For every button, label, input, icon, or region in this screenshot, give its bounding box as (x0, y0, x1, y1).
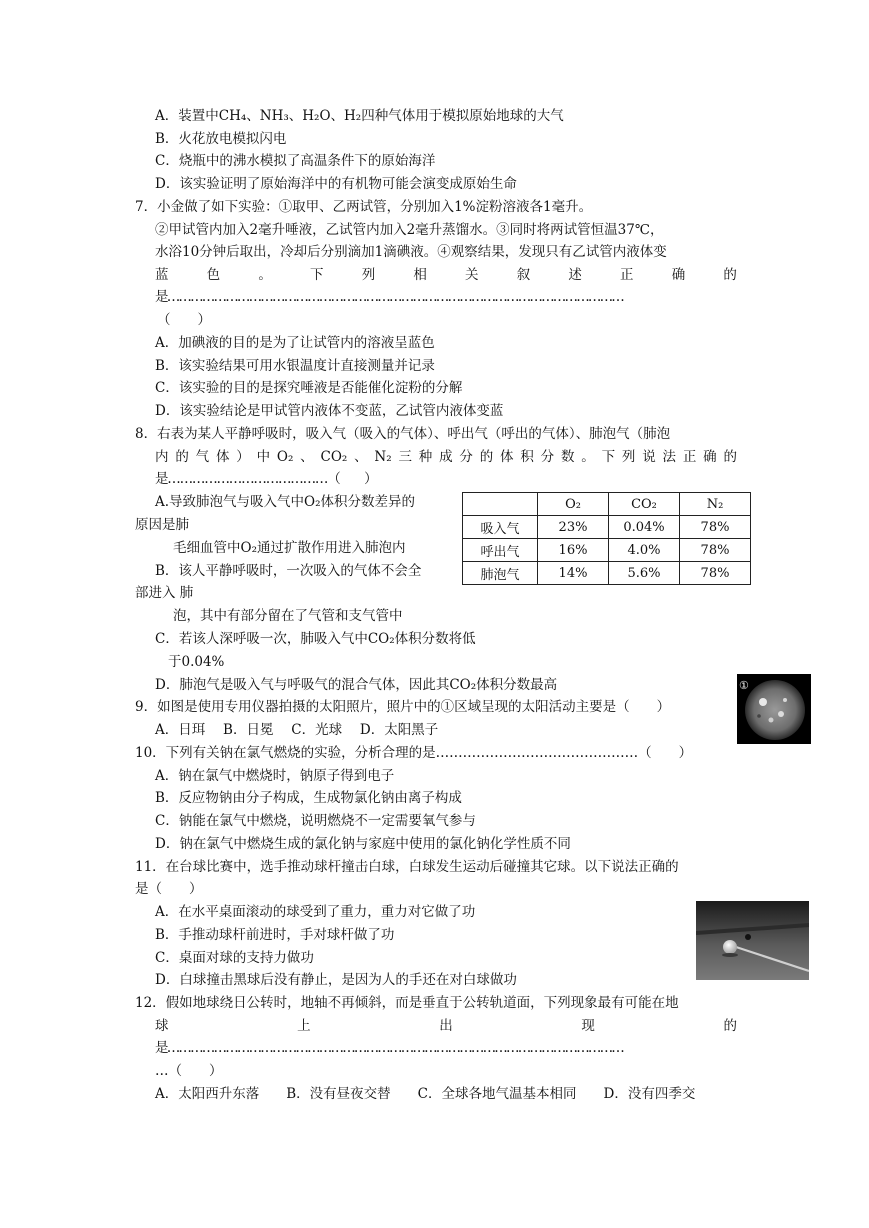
table-row (463, 516, 751, 539)
q7-word: 述 (568, 267, 582, 283)
gas-volume-table (462, 492, 751, 585)
table-header-cell (463, 493, 538, 516)
q12-word: 现 (581, 1018, 595, 1034)
table-cell: 呼出气 (463, 539, 538, 562)
q12-answer-blank: …（ ） (155, 1063, 223, 1079)
q7-word: 相 (413, 267, 427, 283)
q7-word: 。 (258, 267, 272, 283)
table-cell: 4.0% (609, 539, 680, 562)
q8-stem-line1: 8．右表为某人平静呼吸时，吸入气（吸入的气体）、呼出气（呼出的气体）、肺泡气（肺泡 (135, 426, 671, 442)
q8-stem-line3: 是…………………………………（ ） (155, 471, 377, 487)
table-row (463, 539, 751, 562)
q8-word: 种 (418, 449, 433, 465)
q8-word: 法 (662, 449, 677, 465)
q7-stem-line1: 7．小金做了如下实验：①取甲、乙两试管，分别加入1%淀粉溶液各1毫升。 (135, 199, 593, 215)
q12-stem-line1: 12．假如地球绕日公转时，地轴不再倾斜，而是垂直于公转轨道面，下列现象最有可能在地 (135, 995, 679, 1011)
q7-word: 确 (671, 267, 686, 283)
billiards-photo (696, 901, 809, 980)
q8-option-a-line2: 原因是肺 (135, 517, 189, 533)
q7-option-a: A．加碘液的目的是为了让试管内的溶液呈蓝色 (155, 335, 435, 351)
q7-word: 蓝 (155, 267, 169, 283)
table-header-cell: CO₂ (609, 493, 680, 516)
q6-option-d: D．该实验证明了原始海洋中的有机物可能会演变成原始生命 (155, 176, 517, 192)
q7-word: 的 (723, 267, 737, 283)
q8-option-b-line2: 部进入 肺 (135, 585, 194, 601)
q12-stem-line3: 是……………………………………………………………………………………………………… (155, 1040, 624, 1056)
q11-stem-line1: 11．在台球比赛中，选手推动球杆撞击白球，白球发生运动后碰撞其它球。以下说法正确的 (135, 859, 679, 875)
q8-word: 成 (439, 449, 453, 465)
q11-option-d: D．白球撞击黑球后没有静止，是因为人的手还在对白球做功 (155, 972, 517, 988)
q8-word: 中 (256, 449, 271, 465)
billiards-icon (696, 901, 809, 980)
q7-word: 叙 (516, 267, 531, 283)
q8-word: 气 (195, 449, 210, 465)
q7-word: 关 (465, 267, 479, 283)
q10-stem: 10．下列有关钠在氯气燃烧的实验，分析合理的是………………………………………（ ） (135, 745, 693, 761)
q8-word: 三 (398, 449, 412, 465)
q8-option-d: D．肺泡气是吸入气与呼吸气的混合气体，因此其CO₂体积分数最高 (155, 677, 558, 693)
q8-word: 说 (642, 449, 656, 465)
q12-word: 出 (439, 1018, 453, 1034)
table-header-cell: N₂ (680, 493, 751, 516)
q7-option-b: B．该实验结果可用水银温度计直接测量并记录 (155, 358, 435, 374)
q6-option-b: B．火花放电模拟闪电 (155, 131, 287, 147)
q12-word: 球 (155, 1018, 169, 1034)
q7-stem-line5: 是……………………………………………………………………………………………………… (155, 289, 624, 305)
q8-option-a-line3: 毛细血管中O₂通过扩散作用进入肺泡内 (173, 540, 406, 556)
q7-option-c: C．该实验的目的是探究唾液是否能催化淀粉的分解 (155, 380, 463, 396)
region-marker: ① (739, 679, 749, 692)
q8-word: 体 (215, 449, 230, 465)
table-cell: 14% (538, 562, 609, 585)
q7-word: 列 (361, 267, 376, 283)
q8-option-c-line1: C．若该人深呼吸一次，肺吸入气中CO₂体积分数将低 (155, 631, 476, 647)
table-cell: 16% (538, 539, 609, 562)
table-cell: 肺泡气 (463, 562, 538, 585)
q12-word: 上 (297, 1018, 311, 1034)
q8-word: 、 (354, 449, 368, 465)
table-cell: 78% (680, 516, 751, 539)
q7-word: 正 (620, 267, 634, 283)
table-header-cell: O₂ (538, 493, 609, 516)
table-cell: 5.6% (609, 562, 680, 585)
sun-photo (737, 674, 811, 744)
q7-stem-line2: ②甲试管内加入2毫升唾液，乙试管内加入2毫升蒸馏水。③同时将两试管恒温37℃， (155, 222, 664, 238)
q7-word: 色 (206, 267, 221, 283)
q12-options: A．太阳西升东落 B．没有昼夜交替 C．全球各地气温基本相同 D．没有四季交 (155, 1086, 696, 1102)
q11-option-b: B．手推动球杆前进时，手对球杆做了功 (155, 927, 395, 943)
q8-word: CO₂ (320, 449, 348, 465)
q8-word: 的 (479, 449, 494, 465)
q8-word: 下 (601, 449, 616, 465)
table-row (463, 562, 751, 585)
q8-word: 的 (723, 449, 737, 465)
q9-stem: 9．如图是使用专用仪器拍摄的太阳照片，照片中的①区域呈现的太阳活动主要是（ ） (135, 699, 671, 715)
q11-stem-line2: 是（ ） (135, 881, 203, 897)
q10-option-c: C．钠能在氯气中燃烧，说明燃烧不一定需要氧气参与 (155, 813, 476, 829)
q7-word: 下 (310, 267, 324, 283)
q8-word: 数 (560, 449, 575, 465)
table-cell: 78% (680, 539, 751, 562)
table-cell: 78% (680, 562, 751, 585)
q8-word: ） (236, 449, 250, 465)
q11-option-a: A．在水平桌面滚动的球受到了重力，重力对它做了功 (155, 904, 476, 920)
q8-word: 分 (540, 449, 555, 465)
q10-option-a: A．钠在氯气中燃烧时，钠原子得到电子 (155, 768, 395, 784)
q8-word: 确 (703, 449, 717, 465)
q8-word: 积 (520, 449, 534, 465)
table-header-row (463, 493, 751, 516)
q12-stem-line2 (155, 1016, 737, 1036)
q8-option-b-line3: 泡，其中有部分留在了气管和支气管中 (173, 608, 403, 624)
q7-answer-blank: （ ） (157, 312, 211, 328)
q8-word: 正 (682, 449, 697, 465)
table-cell: 吸入气 (463, 516, 538, 539)
q8-word: 内 (155, 449, 169, 465)
q8-word: 体 (500, 449, 514, 465)
q7-stem-line4 (155, 265, 737, 285)
q10-option-b: B．反应物钠由分子构成，生成物氯化钠由离子构成 (155, 790, 462, 806)
q8-word: N₂ (374, 449, 392, 465)
q8-word: 分 (459, 449, 473, 465)
q7-stem-line3: 水浴10分钟后取出，冷却后分别滴加1滴碘液。④观察结果，发现只有乙试管内液体变 (155, 244, 667, 260)
q8-option-a-line1: A.导致肺泡气与吸入气中O₂体积分数差异的 (155, 494, 416, 510)
q8-word: 列 (621, 449, 636, 465)
q11-option-c: C．桌面对球的支持力做功 (155, 950, 314, 966)
q8-word: 。 (581, 449, 595, 465)
q10-option-d: D．钠在氯气中燃烧生成的氯化钠与家庭中使用的氯化钠化学性质不同 (155, 836, 571, 852)
q9-options: A．日珥 B．日冕 C．光球 D．太阳黑子 (155, 722, 439, 738)
table-cell: 0.04% (609, 516, 680, 539)
table-cell: 23% (538, 516, 609, 539)
q6-option-c: C．烧瓶中的沸水模拟了高温条件下的原始海洋 (155, 153, 436, 169)
q8-word: O₂ (276, 449, 294, 465)
q8-stem-line2 (155, 447, 737, 467)
q8-word: 、 (300, 449, 314, 465)
q6-option-a: A．装置中CH₄、NH₃、H₂O、H₂四种气体用于模拟原始地球的大气 (155, 108, 564, 124)
q7-option-d: D．该实验结论是甲试管内液体不变蓝，乙试管内液体变蓝 (155, 403, 504, 419)
q8-word: 的 (175, 449, 189, 465)
q8-option-c-line2: 于0.04% (168, 654, 225, 670)
q8-option-b-line1: B．该人平静呼吸时，一次吸入的气体不会全 (155, 563, 422, 579)
q12-word: 的 (723, 1018, 737, 1034)
